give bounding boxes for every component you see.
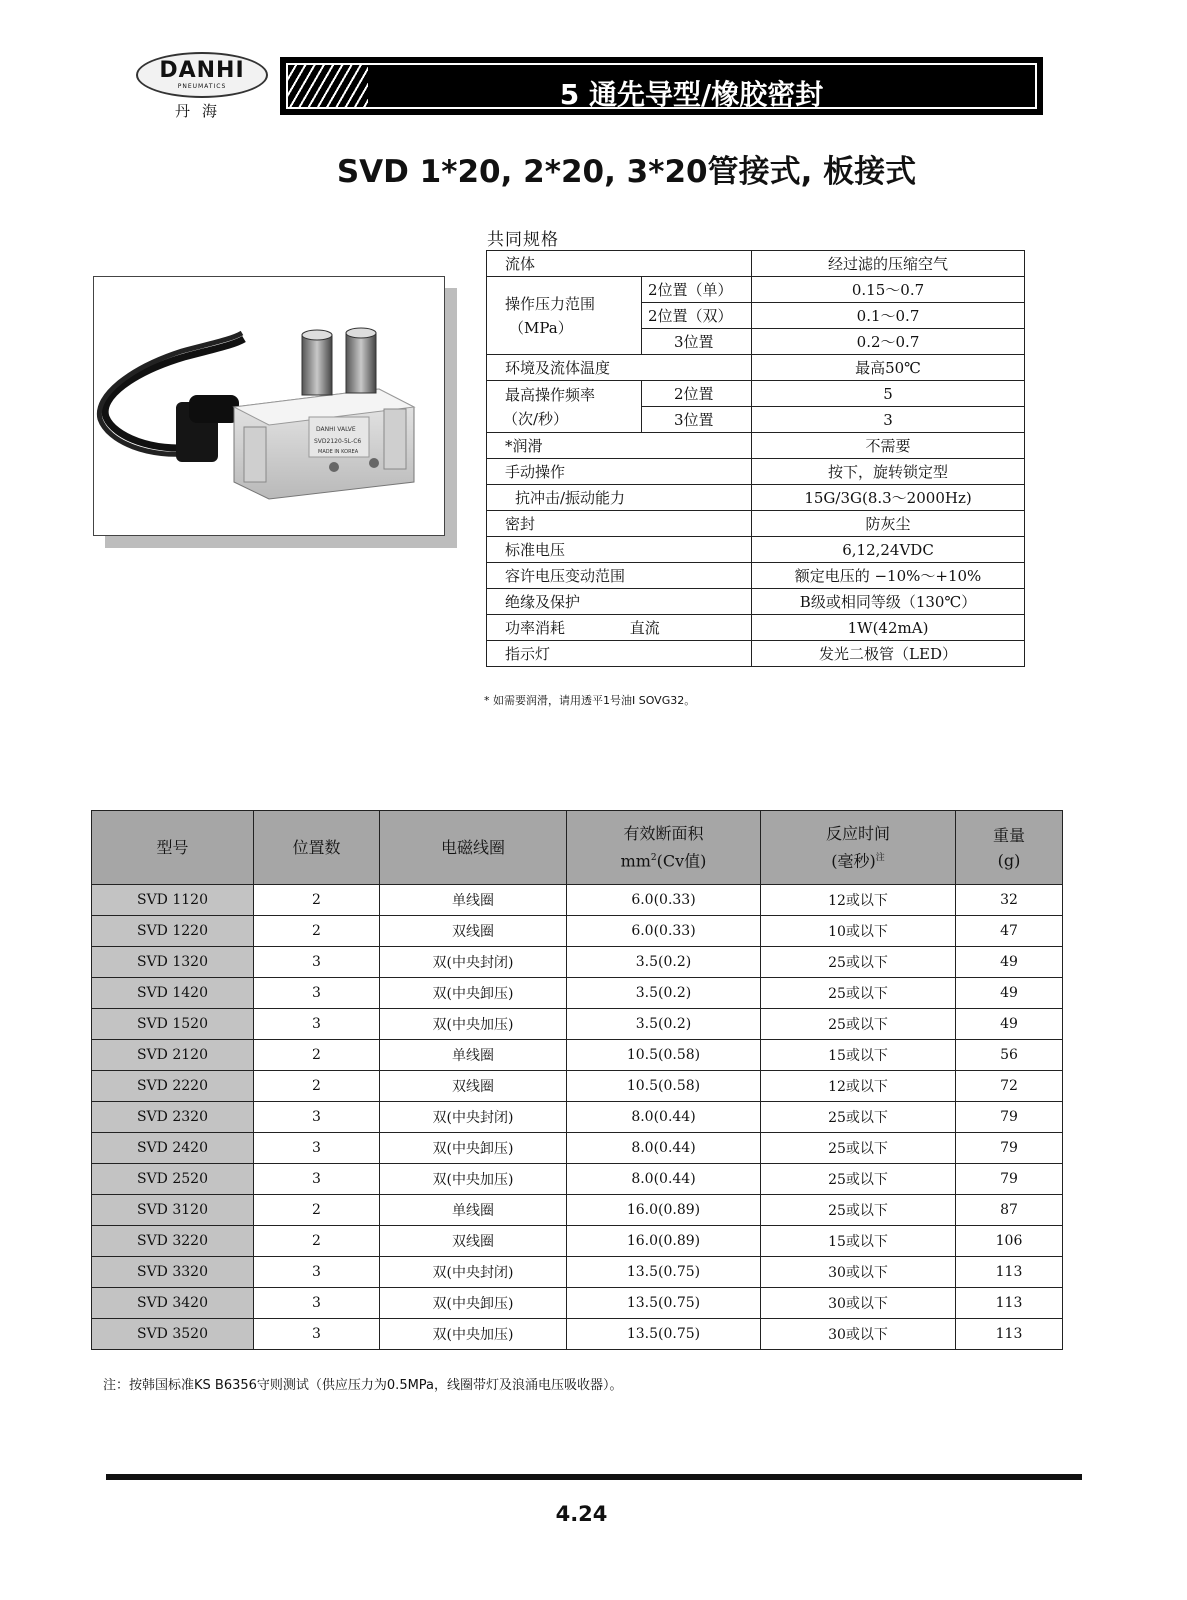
spec-value: 5 [752,381,1025,407]
spec-label-power: 功率消耗 直流 [487,615,752,641]
spec-label: 流体 [487,251,752,277]
spec-row-shock [487,485,1025,511]
weight-cell: 49 [956,1009,1063,1040]
area-cell: 6.0(0.33) [567,885,761,916]
logo-wordmark: DANHI [159,58,245,83]
header-positions: 位置数 [254,811,380,885]
header-coil: 电磁线圈 [380,811,567,885]
area-cell: 3.5(0.2) [567,1009,761,1040]
spec-label: 绝缘及保护 [487,589,752,615]
svg-text:DANHI VALVE: DANHI VALVE [316,426,356,433]
coil-cell: 双线圈 [380,1071,567,1102]
spec-caption: 共同规格 [487,230,559,250]
spec-row-temperature [487,355,1025,381]
solenoid-valve-illustration [94,277,444,535]
header-response-time: 反应时间 (毫秒)$^注$ [761,811,956,885]
spec-sublabel: 2位置（单） [642,277,752,303]
weight-cell: 113 [956,1257,1063,1288]
positions-cell: 3 [254,978,380,1009]
weight-cell: 79 [956,1133,1063,1164]
table-row [92,916,1063,947]
time-cell: 30或以下 [761,1319,956,1350]
area-cell: 8.0(0.44) [567,1133,761,1164]
model-cell: SVD 2220 [92,1071,254,1102]
coil-cell: 单线圈 [380,885,567,916]
positions-cell: 2 [254,1226,380,1257]
spec-label-pressure: 操作压力范围 （MPa） [487,277,642,355]
area-cell: 13.5(0.75) [567,1257,761,1288]
spec-row-power [487,615,1025,641]
coil-cell: 双线圈 [380,1226,567,1257]
positions-cell: 3 [254,947,380,978]
spec-row-insulation [487,589,1025,615]
model-cell: SVD 2120 [92,1040,254,1071]
weight-cell: 47 [956,916,1063,947]
spec-value: 不需要 [752,433,1025,459]
header-weight: 重量 (g) [956,811,1063,885]
spec-value: 防灰尘 [752,511,1025,537]
model-cell: SVD 1420 [92,978,254,1009]
spec-value: 0.15～0.7 [752,277,1025,303]
coil-cell: 双(中央加压) [380,1164,567,1195]
spec-row-voltage [487,537,1025,563]
table-row [92,1195,1063,1226]
svg-text:SVD2120-5L-C6: SVD2120-5L-C6 [314,438,362,445]
coil-cell: 单线圈 [380,1195,567,1226]
coil-cell: 双(中央加压) [380,1009,567,1040]
table-row [92,1102,1063,1133]
weight-cell: 56 [956,1040,1063,1071]
page-title: SVD 1*20, 2*20, 3*20管接式, 板接式 [336,154,917,190]
weight-cell: 113 [956,1319,1063,1350]
table-row [92,1288,1063,1319]
svg-text:MADE IN KOREA: MADE IN KOREA [318,449,359,455]
coil-cell: 双(中央卸压) [380,1288,567,1319]
spec-value: 0.2～0.7 [752,329,1025,355]
spec-value: 额定电压的 −10%～+10% [752,563,1025,589]
footer-rule [106,1474,1082,1480]
time-cell: 25或以下 [761,1195,956,1226]
page-number: 4.24 [555,1502,608,1526]
area-cell: 3.5(0.2) [567,978,761,1009]
spec-row-tolerance [487,563,1025,589]
area-cell: 8.0(0.44) [567,1102,761,1133]
spec-row-pressure [487,277,1025,303]
positions-cell: 3 [254,1102,380,1133]
positions-cell: 3 [254,1288,380,1319]
coil-cell: 双(中央封闭) [380,1102,567,1133]
spec-label: 环境及流体温度 [487,355,752,381]
spec-value: 按下，旋转锁定型 [752,459,1025,485]
weight-cell: 113 [956,1288,1063,1319]
spec-sublabel: 2位置 [642,381,752,407]
time-cell: 30或以下 [761,1257,956,1288]
table-row [92,1040,1063,1071]
positions-cell: 3 [254,1257,380,1288]
spec-row-fluid [487,251,1025,277]
spec-value: 0.1～0.7 [752,303,1025,329]
coil-cell: 双(中央卸压) [380,1133,567,1164]
positions-cell: 3 [254,1133,380,1164]
spec-row-indicator [487,641,1025,667]
weight-cell: 49 [956,947,1063,978]
positions-cell: 2 [254,1195,380,1226]
model-cell: SVD 2520 [92,1164,254,1195]
positions-cell: 2 [254,885,380,916]
model-cell: SVD 1320 [92,947,254,978]
time-cell: 12或以下 [761,1071,956,1102]
weight-cell: 72 [956,1071,1063,1102]
weight-cell: 87 [956,1195,1063,1226]
model-cell: SVD 3520 [92,1319,254,1350]
time-cell: 25或以下 [761,1102,956,1133]
spec-value: 最高50℃ [752,355,1025,381]
logo-tagline: PNEUMATICS [177,83,227,90]
time-cell: 25或以下 [761,1164,956,1195]
coil-cell: 双(中央封闭) [380,947,567,978]
area-cell: 10.5(0.58) [567,1071,761,1102]
spec-value: 1W(42mA) [752,615,1025,641]
spec-label: 抗冲击/振动能力 [487,485,752,511]
spec-label: 指示灯 [487,641,752,667]
positions-cell: 3 [254,1009,380,1040]
header-effective-area: 有效断面积 $mm^2(Cv$值) [567,811,761,885]
positions-cell: 2 [254,916,380,947]
common-spec-table [486,250,1025,667]
time-cell: 30或以下 [761,1288,956,1319]
spec-row-seal [487,511,1025,537]
model-table [91,810,1063,1350]
model-cell: SVD 2320 [92,1102,254,1133]
table-row [92,885,1063,916]
table-row [92,1319,1063,1350]
coil-cell: 双(中央卸压) [380,978,567,1009]
model-cell: SVD 3220 [92,1226,254,1257]
section-title: 5 通先导型/橡胶密封 [559,78,824,109]
spec-value: 3 [752,407,1025,433]
logo-chinese-name: 丹海 [174,102,229,120]
time-cell: 10或以下 [761,916,956,947]
area-cell: 16.0(0.89) [567,1226,761,1257]
spec-value: 6,12,24VDC [752,537,1025,563]
table-row [92,978,1063,1009]
product-photo [93,276,445,536]
spec-value: 发光二极管（LED） [752,641,1025,667]
spec-value: 15G/3G(8.3～2000Hz) [752,485,1025,511]
time-cell: 25或以下 [761,947,956,978]
spec-sublabel: 3位置 [642,329,752,355]
spec-row-lubrication [487,433,1025,459]
spec-value: B级或相同等级（130℃） [752,589,1025,615]
model-cell: SVD 1520 [92,1009,254,1040]
table-row [92,1009,1063,1040]
positions-cell: 3 [254,1164,380,1195]
model-cell: SVD 3420 [92,1288,254,1319]
section-banner [280,57,1043,115]
coil-cell: 双线圈 [380,916,567,947]
time-cell: 25或以下 [761,978,956,1009]
area-cell: 3.5(0.2) [567,947,761,978]
area-cell: 10.5(0.58) [567,1040,761,1071]
spec-label-frequency: 最高操作频率 （次/秒） [487,381,642,433]
weight-cell: 49 [956,978,1063,1009]
area-cell: 16.0(0.89) [567,1195,761,1226]
spec-row-manual [487,459,1025,485]
weight-cell: 106 [956,1226,1063,1257]
coil-cell: 双(中央加压) [380,1319,567,1350]
model-cell: SVD 1220 [92,916,254,947]
header-model: 型号 [92,811,254,885]
table-row [92,947,1063,978]
weight-cell: 79 [956,1164,1063,1195]
table-row [92,1133,1063,1164]
table-row [92,1071,1063,1102]
table-row [92,1257,1063,1288]
time-cell: 25或以下 [761,1009,956,1040]
model-cell: SVD 3320 [92,1257,254,1288]
time-cell: 15或以下 [761,1226,956,1257]
time-cell: 12或以下 [761,885,956,916]
positions-cell: 3 [254,1319,380,1350]
spec-label: *润滑 [487,433,752,459]
spec-label: 标准电压 [487,537,752,563]
spec-footnote: * 如需要润滑，请用透平1号油I SOVG32。 [484,694,696,707]
models-footnote: 注：按韩国标准KS B6356守则测试（供应压力为0.5MPa，线圈带灯及浪涌电压吸收器）。 [103,1378,623,1393]
table-header-row [92,811,1063,885]
area-cell: 13.5(0.75) [567,1319,761,1350]
table-row [92,1164,1063,1195]
brand-logo [136,52,270,120]
spec-value: 经过滤的压缩空气 [752,251,1025,277]
spec-label: 密封 [487,511,752,537]
model-cell: SVD 2420 [92,1133,254,1164]
coil-cell: 双(中央封闭) [380,1257,567,1288]
spec-label: 手动操作 [487,459,752,485]
area-cell: 6.0(0.33) [567,916,761,947]
coil-cell: 单线圈 [380,1040,567,1071]
weight-cell: 79 [956,1102,1063,1133]
time-cell: 15或以下 [761,1040,956,1071]
spec-label: 容许电压变动范围 [487,563,752,589]
area-cell: 8.0(0.44) [567,1164,761,1195]
spec-row-frequency [487,381,1025,407]
area-cell: 13.5(0.75) [567,1288,761,1319]
table-row [92,1226,1063,1257]
model-cell: SVD 3120 [92,1195,254,1226]
positions-cell: 2 [254,1071,380,1102]
time-cell: 25或以下 [761,1133,956,1164]
weight-cell: 32 [956,885,1063,916]
spec-sublabel: 3位置 [642,407,752,433]
positions-cell: 2 [254,1040,380,1071]
spec-sublabel: 2位置（双） [642,303,752,329]
model-cell: SVD 1120 [92,885,254,916]
